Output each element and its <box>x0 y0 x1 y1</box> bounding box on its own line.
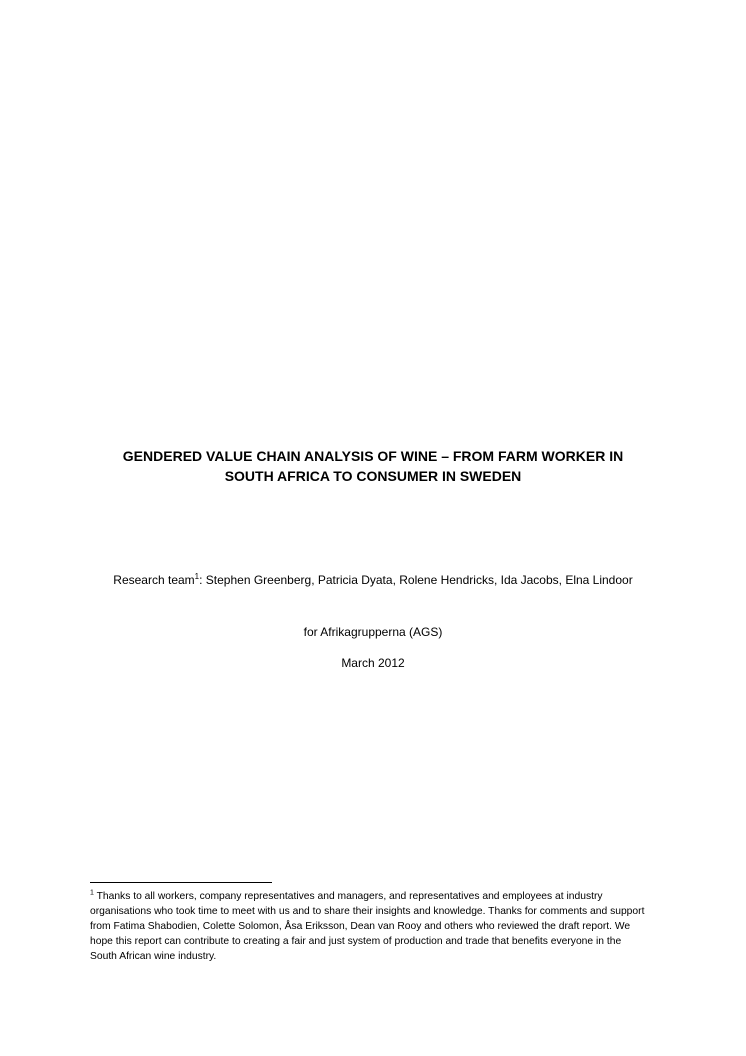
research-team-members: : Stephen Greenberg, Patricia Dyata, Rolene Hendricks, Ida Jacobs, Elna Lindoor <box>199 573 633 587</box>
footnote-reference: 1 <box>194 572 200 581</box>
document-title <box>60 446 686 486</box>
footnote-text: Thanks to all workers, company representatives and managers, and representatives and employees at industry organisations who took time to meet with us and to share their insights and knowledge. Thanks for comments and support from Fatima Shabodien, Colette Solomon, Åsa Eriksson, Dean van Rooy and others who reviewed the draft report. We hope this report can contribute to creating a fair and just system of production and trade that benefits everyone in the South African wine industry. <box>90 891 645 962</box>
title-line-2: SOUTH AFRICA TO CONSUMER IN SWEDEN <box>224 468 522 484</box>
footnote-separator <box>90 882 272 883</box>
title-line-1: GENDERED VALUE CHAIN ANALYSIS OF WINE – FROM FARM WORKER IN <box>122 448 624 464</box>
research-team-label: Research team <box>113 573 195 587</box>
publication-date: March 2012 <box>341 656 405 670</box>
footnote-marker: 1 <box>90 889 94 897</box>
organisation-line: for Afrikagrupperna (AGS) <box>303 625 443 639</box>
footnote <box>90 889 650 964</box>
research-team-line <box>60 572 686 588</box>
